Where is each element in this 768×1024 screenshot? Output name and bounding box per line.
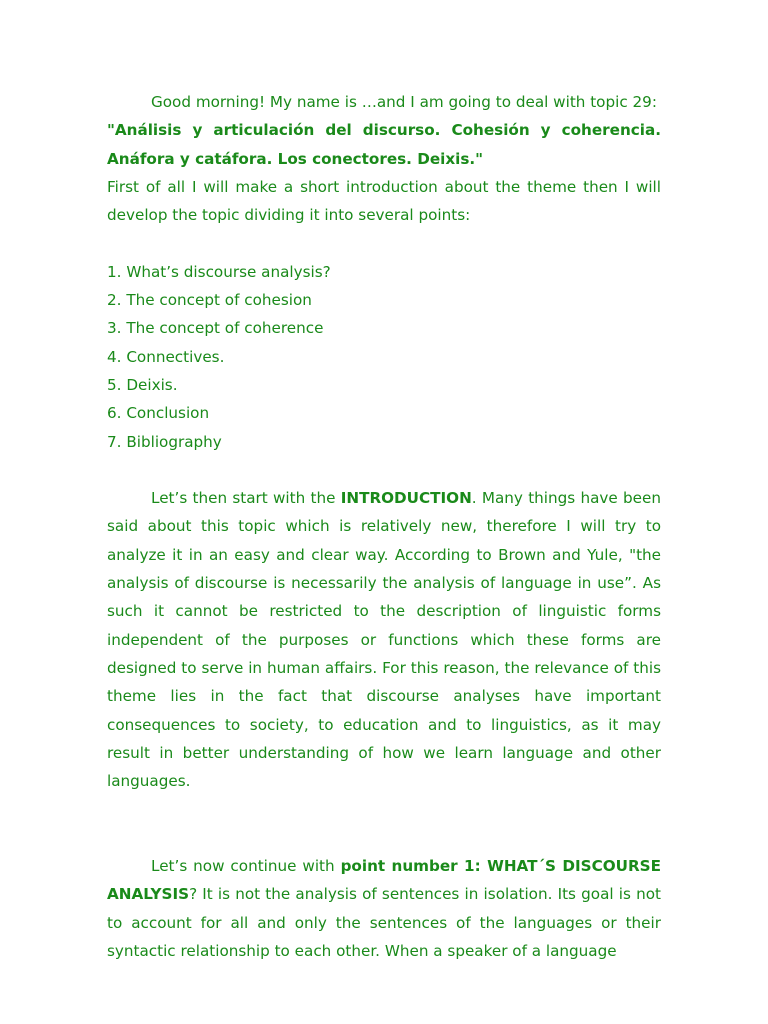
outline-item: 2. The concept of cohesion bbox=[107, 291, 312, 310]
outline-item: 5. Deixis. bbox=[107, 375, 178, 394]
introduction-lead: Let’s then start with the bbox=[151, 489, 341, 508]
spacer bbox=[107, 229, 661, 257]
plan-paragraph bbox=[107, 173, 661, 230]
greeting-paragraph bbox=[107, 88, 661, 116]
spacer bbox=[107, 456, 661, 484]
outline-item: 3. The concept of coherence bbox=[107, 319, 324, 338]
outline-list bbox=[107, 258, 661, 456]
outline-item: 7. Bibliography bbox=[107, 432, 222, 451]
introduction-body: . Many things have been said about this topic which is relatively new, therefore I will try to analyze it in an easy and clear way. According to Brown and Yule, "the analysis of discourse is necessarily the analysis of language in use”. As such it cannot be restricted to the description of linguistic forms independent of the purposes or functions which these forms are designed to serve in human affairs. For this reason, the relevance of this theme lies in the fact that discourse analyses have important consequences to society, to education and to linguistics, as it may result in better understanding of how we learn language and other languages. bbox=[107, 489, 661, 791]
document-page bbox=[107, 88, 661, 965]
spacer bbox=[107, 795, 661, 852]
topic-title-text-1: "Análisis y articulación del discurso. Cohesión y coherencia. bbox=[107, 121, 661, 140]
outline-item: 6. Conclusion bbox=[107, 404, 210, 423]
topic-title-text-2: Anáfora y catáfora. Los conectores. Deixis." bbox=[107, 149, 484, 168]
point1-lead: Let’s now continue with bbox=[151, 857, 341, 876]
plan-text: First of all I will make a short introduction about the theme then I will develop the topic dividing it into several points: bbox=[107, 177, 661, 225]
outline-item: 1. What’s discourse analysis? bbox=[107, 262, 331, 281]
point1-paragraph bbox=[107, 852, 661, 965]
point1-body: ? It is not the analysis of sentences in isolation. Its goal is not to account for all and only the sentences of the languages or their syntactic relationship to each other. When a speaker of a language bbox=[107, 885, 661, 960]
greeting-text: Good morning! My name is …and I am going to deal with topic 29: bbox=[151, 93, 657, 111]
outline-item: 4. Connectives. bbox=[107, 347, 225, 366]
introduction-heading: INTRODUCTION bbox=[340, 489, 472, 508]
topic-title-line-2 bbox=[107, 145, 661, 173]
topic-title-line-1 bbox=[107, 116, 661, 144]
introduction-paragraph bbox=[107, 484, 661, 795]
point1-heading: point number 1: WHAT´S DISCOURSE ANALYSIS bbox=[107, 857, 661, 904]
